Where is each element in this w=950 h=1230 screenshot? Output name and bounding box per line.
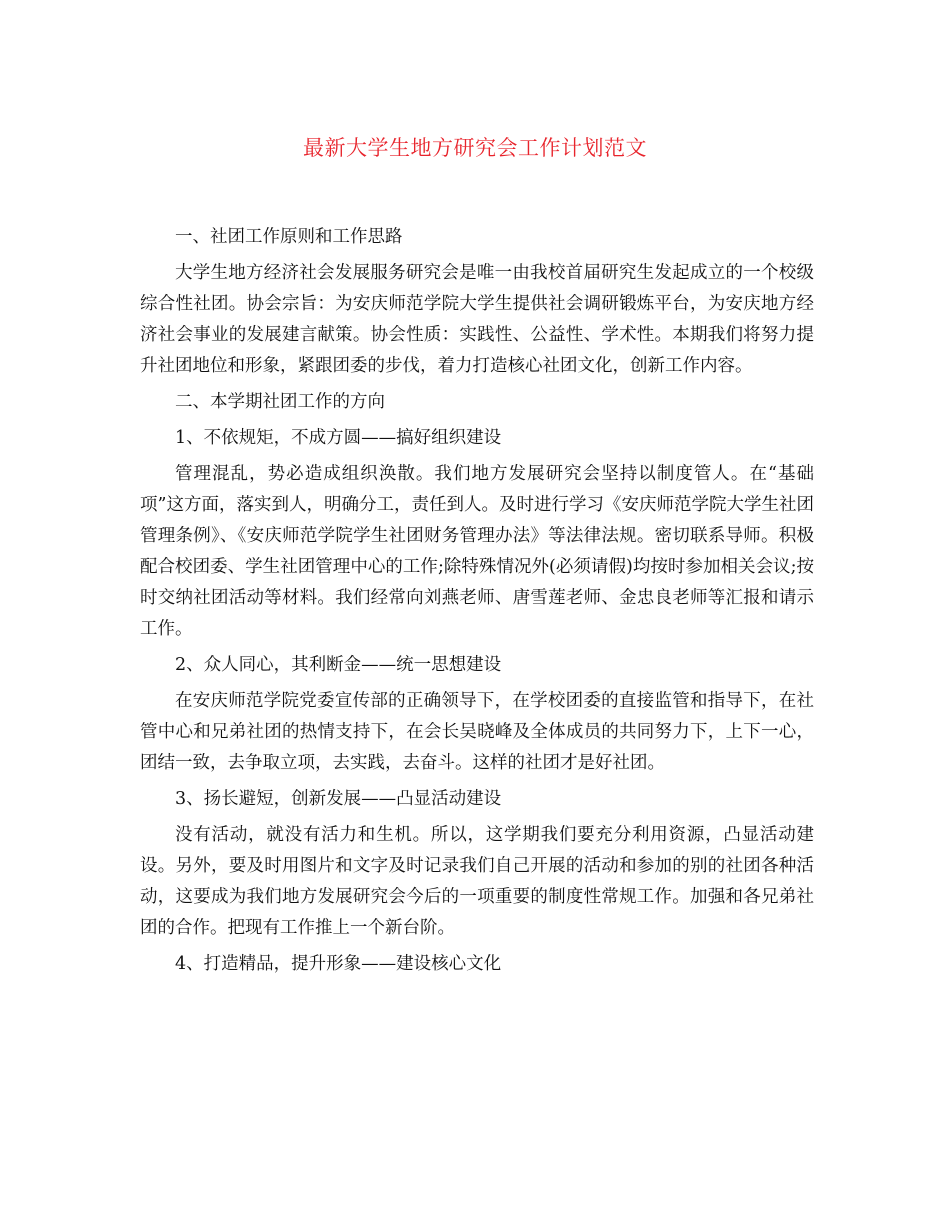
subsection-heading: 4、打造精品，提升形象——建设核心文化 (175, 954, 502, 974)
body-paragraph: 在安庆师范学院党委宣传部的正确领导下，在学校团委的直接监管和指导下，在社管中心和兄弟社团的热情支持下，在会长吴晓峰及全体成员的共同努力下，上下一心，团结一致，去争取立项，去实践，去奋斗。这样的社团才是好社团。 (140, 691, 814, 773)
document-title: 最新大学生地方研究会工作计划范文 (303, 136, 647, 160)
body-paragraph: 大学生地方经济社会发展服务研究会是唯一由我校首届研究生发起成立的一个校级综合性社团。协会宗旨：为安庆师范学院大学生提供社会调研锻炼平台，为安庆地方经济社会事业的发展建言献策。协会性质：实践性、公益性、学术性。本期我们将努力提升社团地位和形象，紧跟团委的步伐，着力打造核心社团文化，创新工作内容。 (140, 263, 814, 376)
body-paragraph: 没有活动，就没有活力和生机。所以，这学期我们要充分利用资源，凸显活动建设。另外，要及时用图片和文字及时记录我们自己开展的活动和参加的别的社团各种活动，这要成为我们地方发展研究会今后的一项重要的制度性常规工作。加强和各兄弟社团的合作。把现有工作推上一个新台阶。 (140, 825, 814, 938)
section-heading: 一、社团工作原则和工作思路 (175, 227, 403, 247)
subsection-heading: 1、不依规矩，不成方圆——搞好组织建设 (175, 428, 502, 448)
document-body (140, 222, 814, 985)
section-heading: 二、本学期社团工作的方向 (175, 392, 385, 412)
subsection-heading: 3、扬长避短，创新发展——凸显活动建设 (175, 789, 502, 809)
subsection-heading: 2、众人同心，其利断金——统一思想建设 (175, 655, 502, 675)
body-paragraph: 管理混乱，势必造成组织涣散。我们地方发展研究会坚持以制度管人。在“基础项”这方面，落实到人，明确分工，责任到人。及时进行学习《安庆师范学院大学生社团管理条例》、《安庆师范学院学生社团财务管理办法》等法律法规。密切联系导师。积极配合校团委、学生社团管理中心的工作;除特殊情况外(必须请假)均按时参加相关会议;按时交纳社团活动等材料。我们经常向刘燕老师、唐雪莲老师、金忠良老师等汇报和请示工作。 (140, 464, 814, 639)
